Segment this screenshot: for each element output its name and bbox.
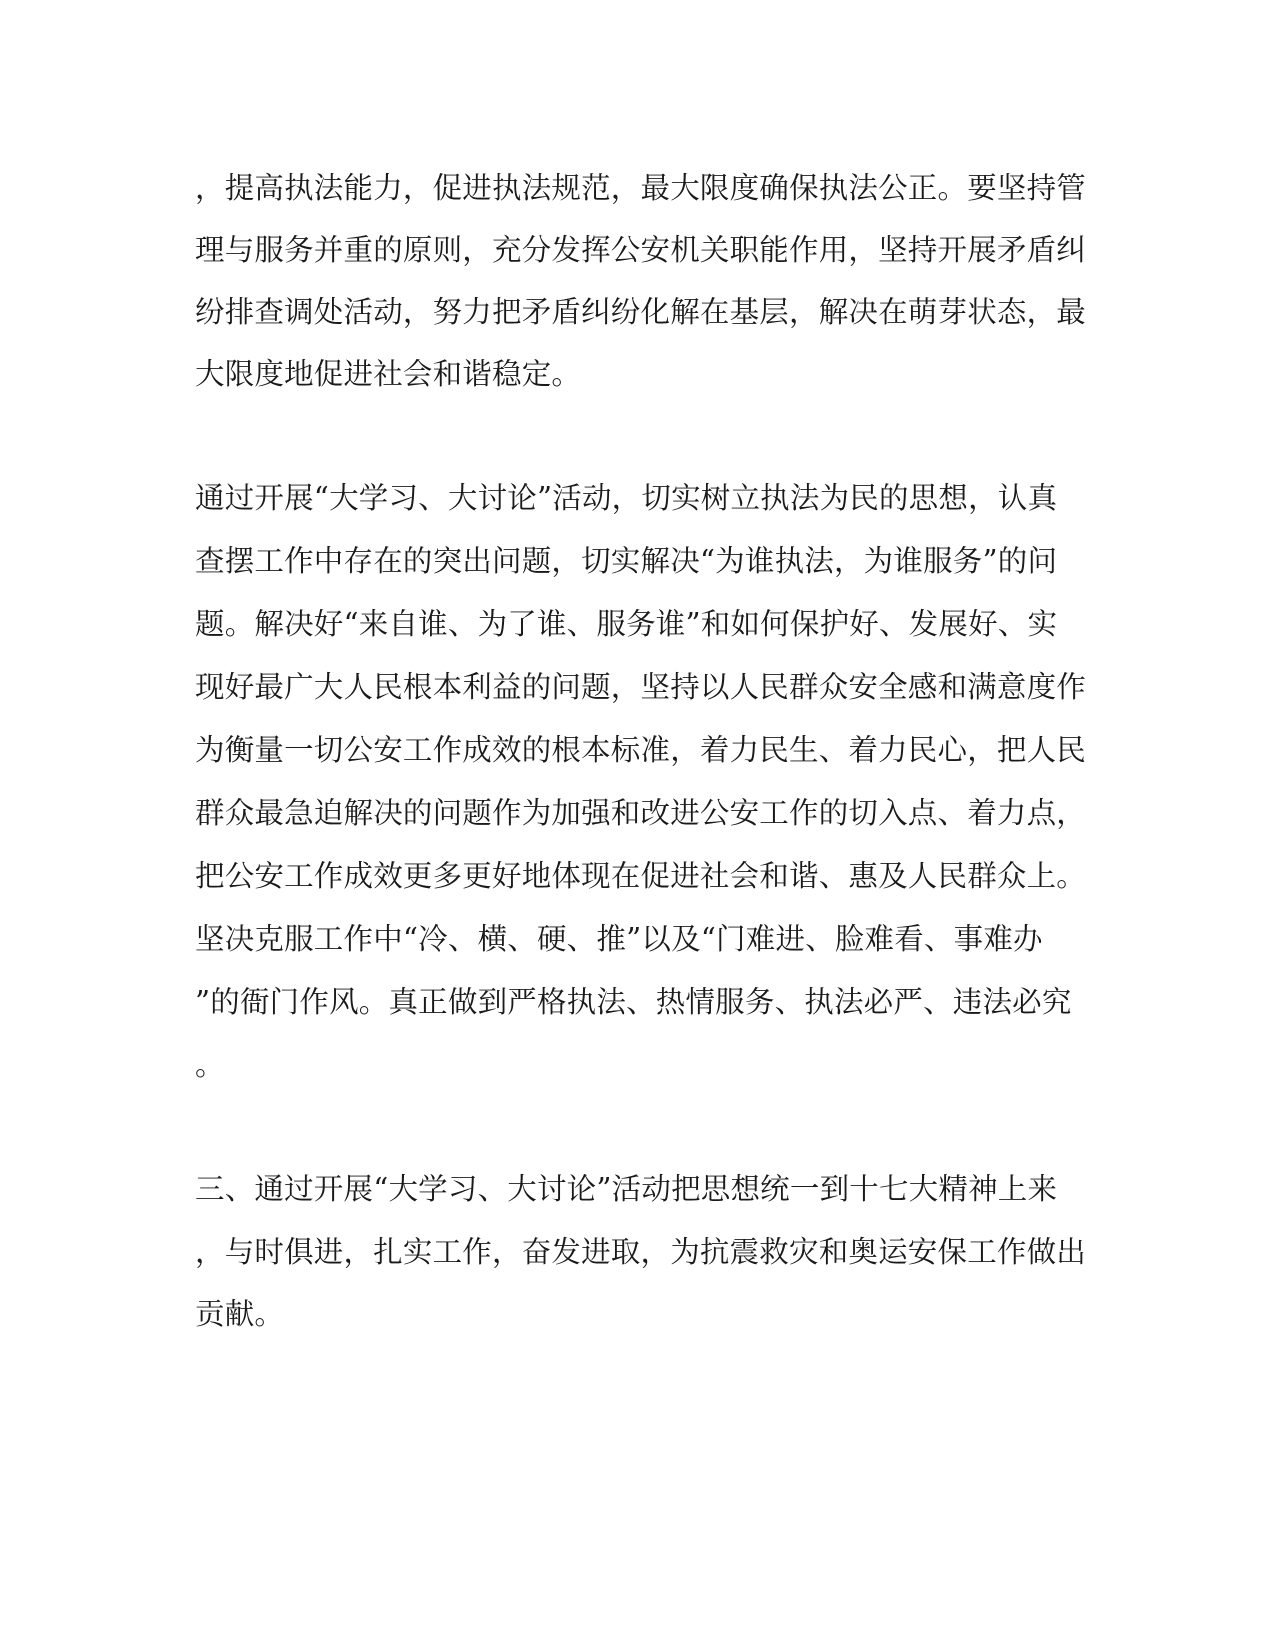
paragraph-2-line-6: 群众最急迫解决的问题作为加强和改进公安工作的切入点、着力点， <box>195 796 1087 830</box>
paragraph-2-line-4: 现好最广大人民根本利益的问题，坚持以人民群众安全感和满意度作 <box>195 670 1087 704</box>
paragraph-3-line-3: 贡献。 <box>195 1297 285 1331</box>
paragraph-1-line-2: 理与服务并重的原则，充分发挥公安机关职能作用，坚持开展矛盾纠 <box>195 233 1087 267</box>
paragraph-2-line-9: ”的衙门作风。真正做到严格执法、热情服务、执法必严、违法必究 <box>195 985 1072 1019</box>
paragraph-1-line-3: 纷排查调处活动，努力把矛盾纠纷化解在基层，解决在萌芽状态，最 <box>195 295 1087 329</box>
paragraph-2-line-8: 坚决克服工作中“冷、横、硬、推”以及“门难进、脸难看、事难办 <box>195 922 1043 956</box>
paragraph-2-line-7: 把公安工作成效更多更好地体现在促进社会和谐、惠及人民群众上。 <box>195 859 1087 893</box>
paragraph-3-line-1: 三、通过开展“大学习、大讨论”活动把思想统一到十七大精神上来 <box>195 1172 1058 1206</box>
paragraph-2-line-1: 通过开展“大学习、大讨论”活动，切实树立执法为民的思想，认真 <box>195 481 1058 515</box>
paragraph-2-line-3: 题。解决好“来自谁、为了谁、服务谁”和如何保护好、发展好、实 <box>195 607 1058 641</box>
paragraph-2-line-5: 为衡量一切公安工作成效的根本标准，着力民生、着力民心，把人民 <box>195 733 1087 767</box>
paragraph-1-line-1: ，提高执法能力，促进执法规范，最大限度确保执法公正。要坚持管 <box>195 171 1087 205</box>
paragraph-2-line-10: 。 <box>195 1048 225 1082</box>
paragraph-3-line-2: ，与时俱进，扎实工作，奋发进取，为抗震救灾和奥运安保工作做出 <box>195 1235 1087 1269</box>
paragraph-1-line-4: 大限度地促进社会和谐稳定。 <box>195 357 582 391</box>
paragraph-2-line-2: 查摆工作中存在的突出问题，切实解决“为谁执法，为谁服务”的问 <box>195 544 1058 578</box>
